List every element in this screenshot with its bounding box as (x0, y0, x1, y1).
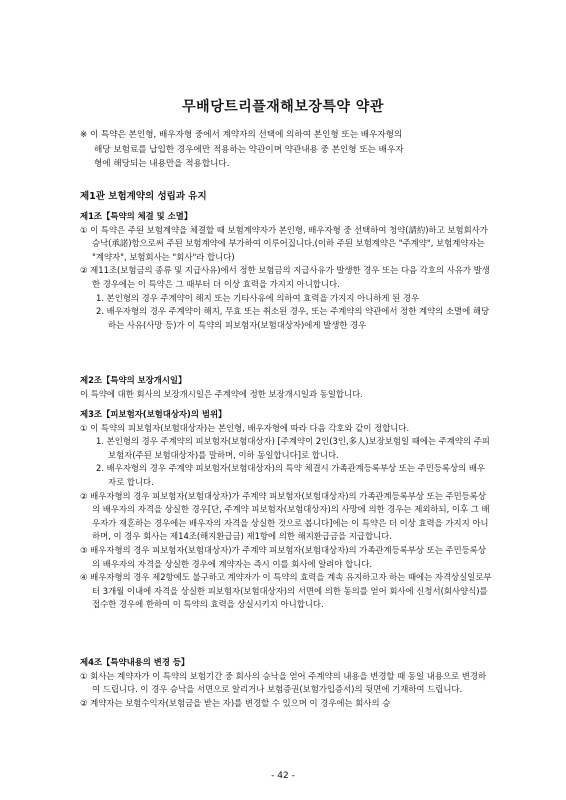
document-title: 무배당트리플재해보장특약 약관 (182, 99, 384, 115)
article-paragraph: ① 이 특약의 피보험자(보험대상자)는 본인형, 배우자형에 따라 다음 각호와 같이 정합니다. (80, 422, 410, 433)
notice-mark: ※ (80, 130, 88, 140)
article-3 (80, 408, 492, 612)
article-paragraph: ③ 배우자형의 경우 피보험자(보험대상자)가 주계약 피보험자(보험대상자)의 가족관계등록부상 또는 주민등록상의 배우자의 자격을 상실한 경우에 계약자는 즉시 이를 회사에 알려야 합니다. (80, 544, 486, 569)
notice-line-2: 해당 보험료를 납입한 경우에만 적용하는 약관이며 약관내용 중 본인형 또는 배우자 (94, 144, 404, 155)
article-heading: 제2조【특약의 보장개시일】 (80, 375, 187, 385)
page-number: - 42 - (271, 771, 295, 781)
article-4 (80, 656, 492, 710)
article-heading: 제1조【특약의 체결 및 소멸】 (80, 211, 193, 221)
numbered-item: 2. 배우자형의 경우 주계약 피보험자(보험대상자)의 특약 체결시 가족관계등록부상 또는 주민등록상의 배우자로 합니다. (96, 463, 486, 487)
article-paragraph: ② 제11조(보험금의 종류 및 지급사유)에서 정한 보험금의 지급사유가 발생한 경우 또는 다음 각호의 사유가 발생한 경우에는 이 특약은 그 때부터 더 이상 효력을 가지지 아니합니다. (80, 265, 490, 289)
numbered-item: 1. 본인형의 경우 주계약이 해지 또는 기타사유에 의하여 효력을 가지지 아니하게 된 경우 (96, 292, 420, 303)
article-heading: 제4조【특약내용의 변경 등】 (80, 657, 190, 667)
article-heading: 제3조【피보험자(보험대상자)의 범위】 (80, 409, 227, 419)
article-paragraph: ② 배우자형의 경우 피보험자(보험대상자)가 주계약 피보험자(보험대상자)의 가족관계등록부상 또는 주민등록상의 배우자의 자격을 상실한 경우[단, 주계약 피보험자(보험대상자)의 사망에 의한 경우는 제외하되, 이후 그 배우자가 재혼하는 경우에는 배우자의 자격을 상실한 것으로 봅니다]에는 이 특약은 더 이상 효력을 가지지 아니하며, 이 경우 회사는 제14조(해지환급금) 제1항에 의한 해지환급금을 지급합니다. (80, 490, 490, 542)
article-paragraph: ① 회사는 계약자가 이 특약의 보험기간 중 회사의 승낙을 얻어 주계약의 내용을 변경할 때 동일 내용으로 변경하여 드립니다. 이 경우 승낙을 서면으로 알리거나 보험증권(보험가입증서)의 뒷면에 기재하여 드립니다. (80, 670, 487, 695)
chapter-heading: 제1관 보험계약의 성립과 유지 (80, 191, 207, 202)
article-paragraph: 이 특약에 대한 회사의 보장개시일은 주계약에 정한 보장개시일과 동일합니다. (80, 388, 363, 399)
numbered-item: 2. 배우자형의 경우 주계약이 해지, 무효 또는 취소된 경우, 또는 주계약의 약관에서 정한 계약의 소멸에 해당하는 사유(사망 등)가 이 특약의 피보험자(보험대상자)에게 발생한 경우 (96, 306, 490, 330)
article-paragraph: ④ 배우자형의 경우 제2항에도 불구하고 계약자가 이 특약의 효력을 계속 유지하고자 하는 때에는 자격상실일로부터 3개월 이내에 자격을 상실한 피보험자(보험대상자)의 서면에 의한 동의를 얻어 회사에 신청서(회사양식)를 접수한 경우에 한하여 이 특약의 효력을 상실시키지 아니합니다. (80, 572, 492, 610)
notice-line-3: 형에 해당되는 내용만을 적용합니다. (94, 159, 230, 169)
article-paragraph: ① 이 특약은 주된 보험계약을 체결할 때 보험계약자가 본인형, 배우자형 중 선택하여 청약(請約)하고 보험회사가 승낙(承諾)함으로써 주된 보험계약에 부가하여 이루어집니다.(이하 주된 보험계약은 "주계약", 보험계약자는 "계약자", 보험회사는 "회사"라 합니다) (80, 224, 488, 262)
article-paragraph: ② 계약자는 보험수익자(보험금을 받는 자)를 변경할 수 있으며 이 경우에는 회사의 승 (80, 697, 391, 708)
notice-line-1: ※ 이 특약은 본인형, 배우자형 중에서 계약자의 선택에 의하여 본인형 또는 배우자형의 (80, 130, 403, 140)
notice-block (80, 128, 490, 172)
numbered-item: 1. 본인형의 경우 주계약의 피보험자(보험대상자) [주계약이 2인(3인,多人)보장보험일 때에는 주계약의 주피보험자(주된 보험대상자)를 말하며, 이하 동일합니다]로 합니다. (96, 436, 490, 460)
article-2 (80, 374, 492, 401)
article-1 (80, 210, 492, 332)
